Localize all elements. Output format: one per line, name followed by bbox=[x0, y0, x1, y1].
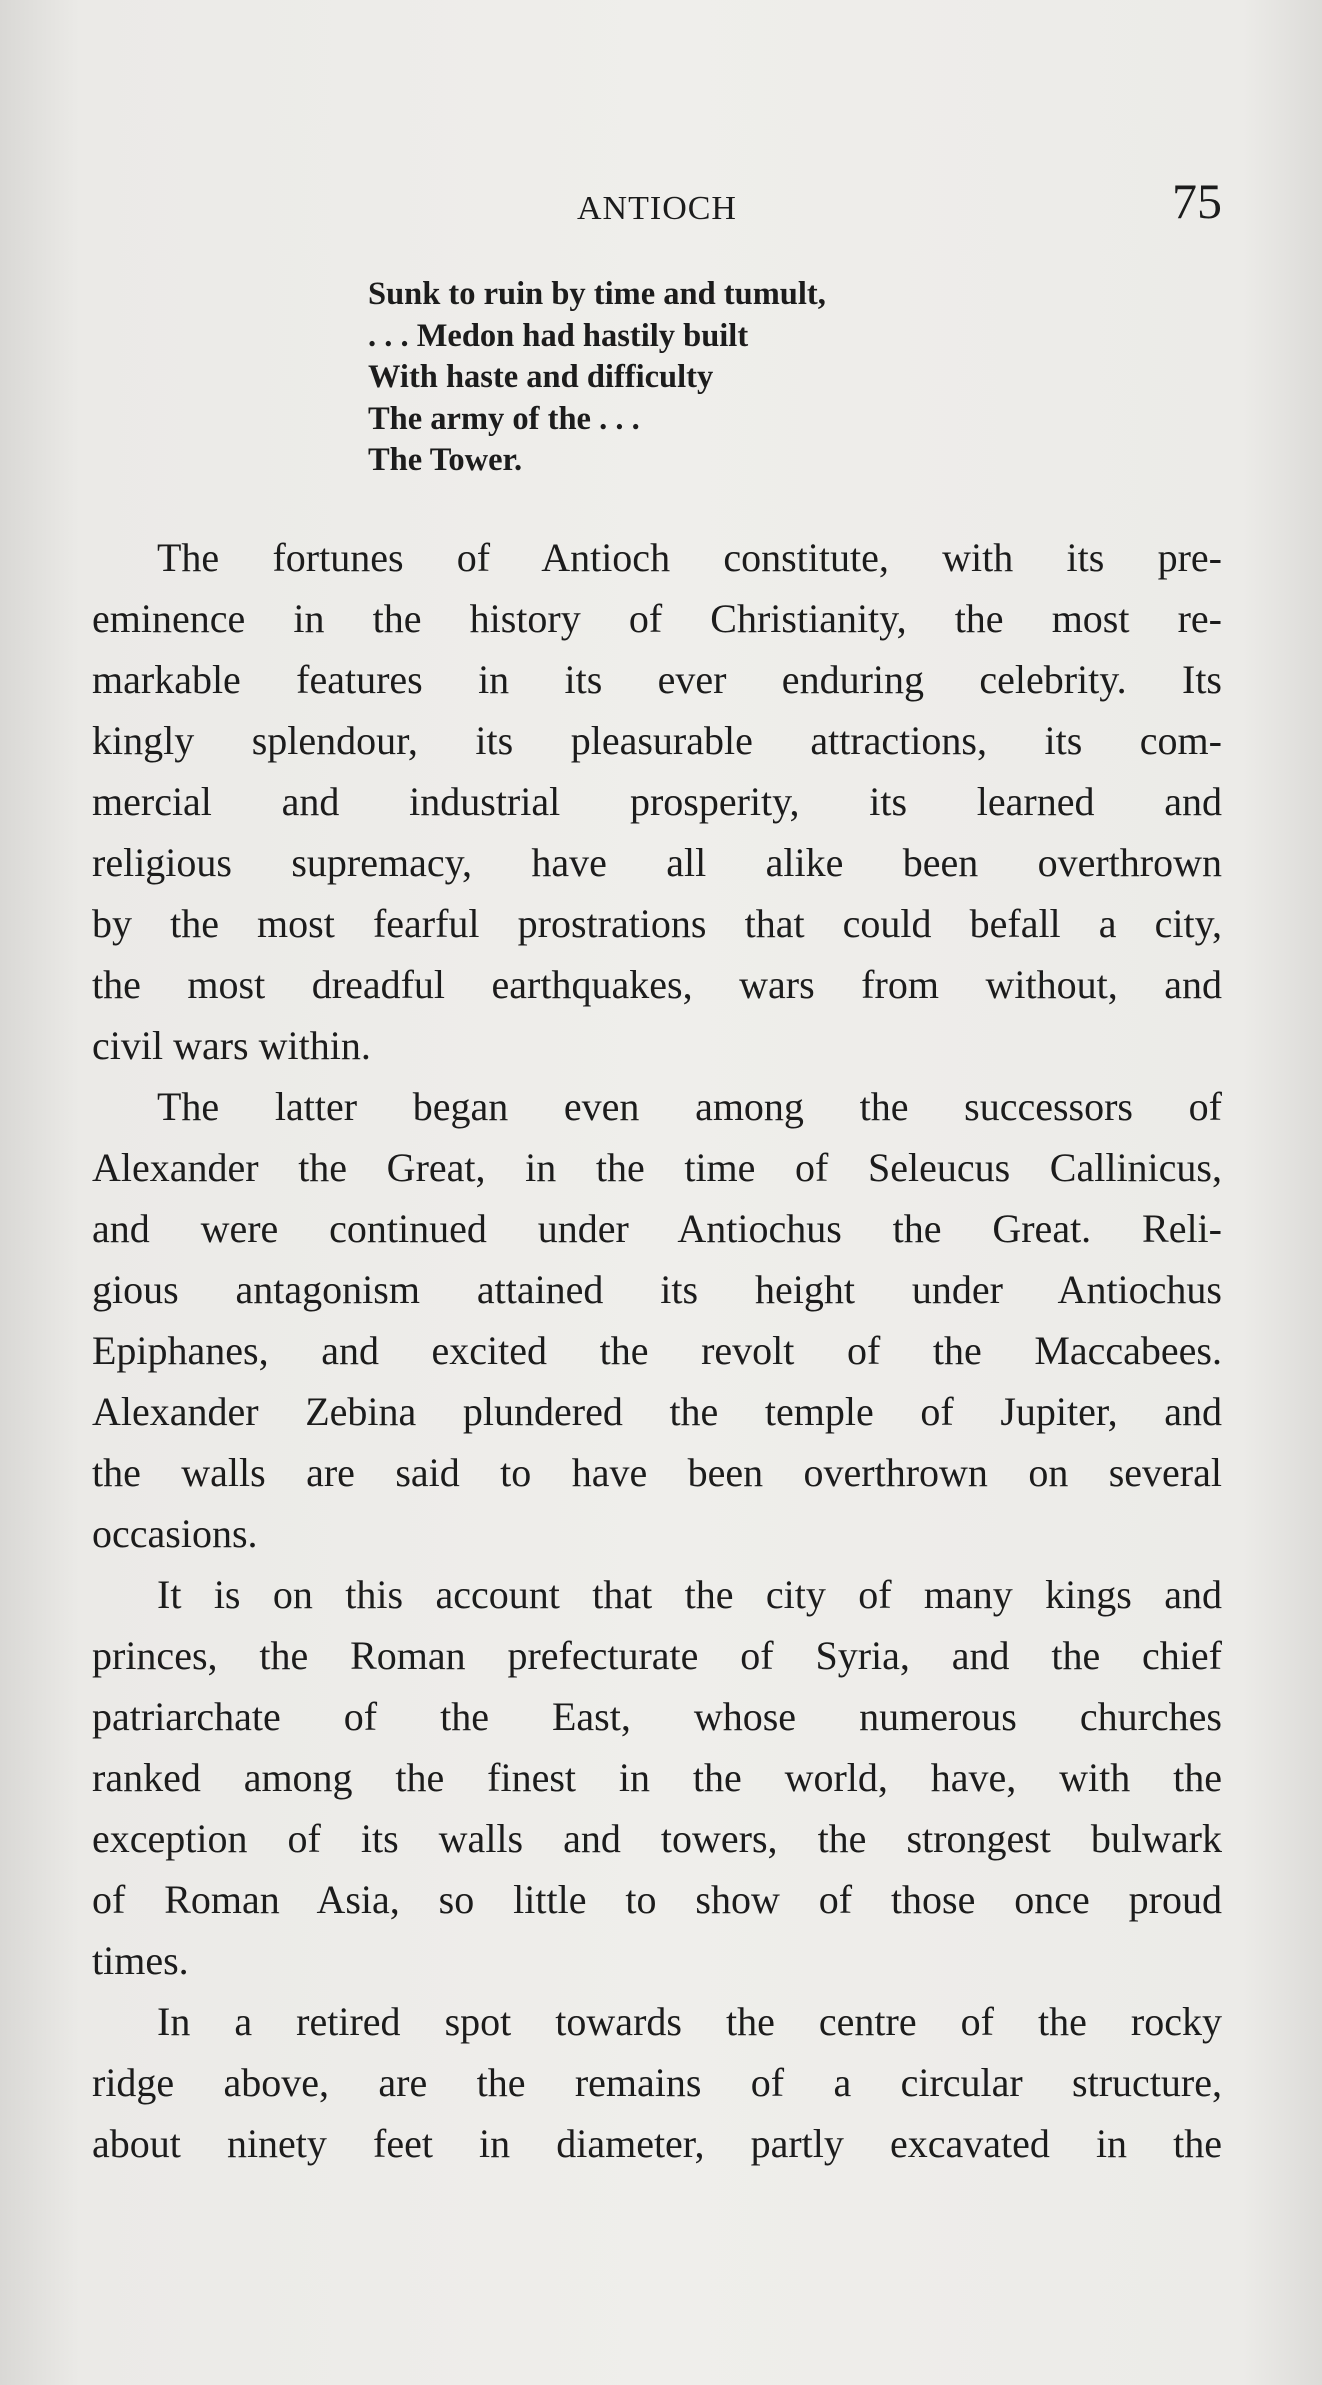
verse-line: The Tower. bbox=[368, 442, 523, 478]
running-head bbox=[0, 170, 1322, 240]
page-number: 75 bbox=[1172, 173, 1222, 229]
running-head-title: ANTIOCH bbox=[577, 190, 737, 227]
text-line: occasions. bbox=[92, 1511, 258, 1556]
paragraph-circular-structure bbox=[92, 1991, 1222, 2174]
text-line: princes, the Roman prefecturate of Syria, and the chief bbox=[92, 1633, 1222, 1678]
text-line: by the most fearful prostrations that could befall a city, bbox=[92, 901, 1222, 946]
text-line: religious supremacy, have all alike been overthrown bbox=[92, 840, 1222, 885]
verse-line: With haste and difficulty bbox=[368, 359, 714, 395]
text-line: the walls are said to have been overthrown on several bbox=[92, 1450, 1222, 1495]
text-line: Epiphanes, and excited the revolt of the Maccabees. bbox=[92, 1328, 1222, 1373]
text-line: and were continued under Antiochus the Great. Reli- bbox=[92, 1206, 1222, 1251]
text-line: In a retired spot towards the centre of the rocky bbox=[157, 1999, 1222, 2044]
text-line: eminence in the history of Christianity, the most re- bbox=[92, 596, 1222, 641]
text-line: mercial and industrial prosperity, its learned and bbox=[92, 779, 1222, 824]
text-line: civil wars within. bbox=[92, 1023, 371, 1068]
text-line: The fortunes of Antioch constitute, with its pre- bbox=[157, 535, 1222, 580]
text-line: the most dreadful earthquakes, wars from without, and bbox=[92, 962, 1222, 1007]
text-line: ranked among the finest in the world, have, with the bbox=[92, 1755, 1222, 1800]
text-line: Alexander Zebina plundered the temple of Jupiter, and bbox=[92, 1389, 1222, 1434]
text-line: of Roman Asia, so little to show of those once proud bbox=[92, 1877, 1222, 1922]
paragraph-city-of-many-kings bbox=[92, 1564, 1222, 1991]
paragraph-fortunes-of-antioch bbox=[92, 527, 1222, 1076]
text-line: patriarchate of the East, whose numerous churches bbox=[92, 1694, 1222, 1739]
verse-quotation bbox=[368, 274, 1068, 482]
text-line: times. bbox=[92, 1938, 189, 1983]
text-line: Alexander the Great, in the time of Seleucus Callinicus, bbox=[92, 1145, 1222, 1190]
text-line: markable features in its ever enduring celebrity. Its bbox=[92, 657, 1222, 702]
paragraph-successors-of-alexander bbox=[92, 1076, 1222, 1564]
text-line: gious antagonism attained its height under Antiochus bbox=[92, 1267, 1222, 1312]
text-line: It is on this account that the city of many kings and bbox=[157, 1572, 1222, 1617]
text-line: exception of its walls and towers, the strongest bulwark bbox=[92, 1816, 1222, 1861]
verse-line: The army of the . . . bbox=[368, 400, 640, 437]
text-line: about ninety feet in diameter, partly excavated in the bbox=[92, 2121, 1222, 2166]
text-line: kingly splendour, its pleasurable attractions, its com- bbox=[92, 718, 1222, 763]
verse-line: . . . Medon had hastily built bbox=[368, 317, 749, 354]
text-line: The latter began even among the successors of bbox=[157, 1084, 1222, 1129]
verse-line: Sunk to ruin by time and tumult, bbox=[368, 276, 826, 312]
body-text bbox=[92, 527, 1222, 2174]
text-line: ridge above, are the remains of a circular structure, bbox=[92, 2060, 1222, 2105]
